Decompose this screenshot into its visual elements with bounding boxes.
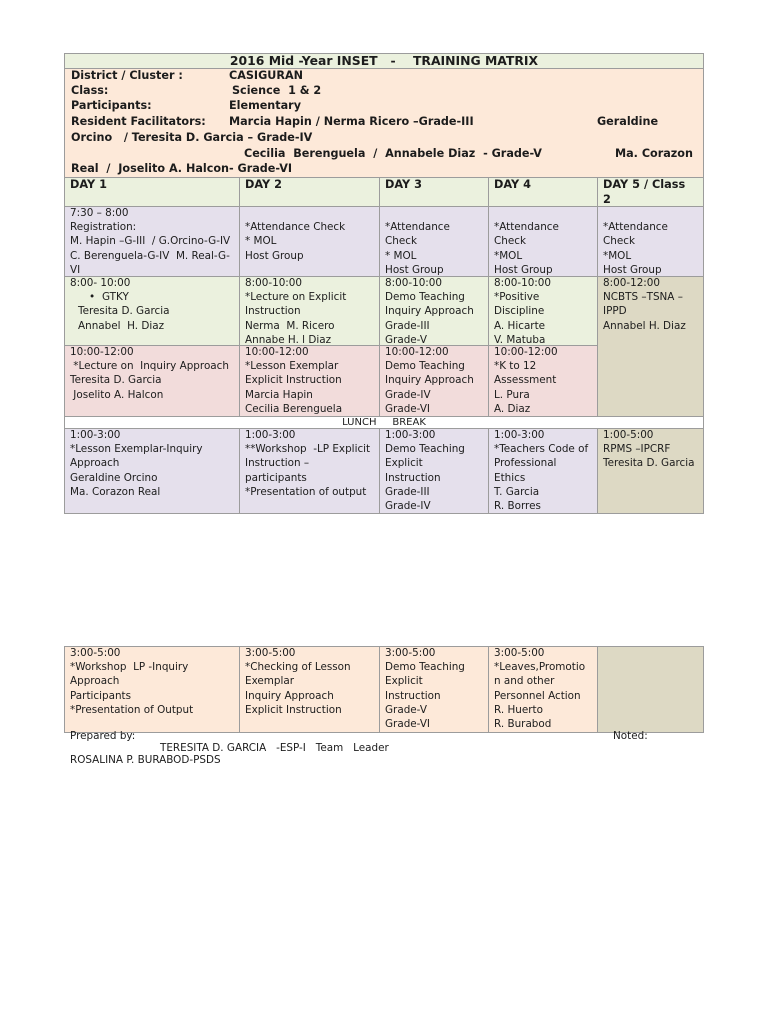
- participants-value: Elementary: [229, 99, 301, 112]
- session-line: R. Huerto: [494, 703, 543, 716]
- cell-day4-morning-1: [488, 276, 598, 346]
- session-line: Host Group: [603, 263, 662, 276]
- session-line: Grade-VI: [385, 402, 430, 415]
- cell-day1-morning-2: [64, 345, 240, 417]
- class-value: Science 1 & 2: [232, 84, 322, 97]
- cell-day1-afternoon-2: [64, 646, 240, 733]
- facilitators-line-end: Geraldine: [597, 115, 659, 128]
- prepared-by-label: Prepared by:: [70, 730, 136, 742]
- session-line: A. Diaz: [494, 402, 531, 415]
- session-line: A. Hicarte: [494, 319, 546, 332]
- session-line: 10:00-12:00: [245, 346, 309, 358]
- session-line: Marcia Hapin: [245, 388, 313, 401]
- session-line: Demo Teaching: [385, 661, 465, 674]
- session-line: Exemplar: [245, 675, 295, 688]
- session-line: Grade-V: [385, 333, 427, 346]
- cell-day5-afternoon: [597, 428, 704, 514]
- cell-day2-morning-1: [239, 276, 380, 346]
- session-line: Registration:: [70, 221, 137, 234]
- session-line: Assessment: [494, 374, 557, 387]
- session-line: C. Berenguela-G-IV M. Real-G-: [70, 249, 230, 262]
- session-line: RPMS –IPCRF: [603, 443, 671, 456]
- day-header-3: [379, 177, 489, 207]
- session-line: Nerma M. Ricero: [245, 319, 335, 332]
- cell-day3-registration: [379, 206, 489, 277]
- day-header-1: [64, 177, 240, 207]
- session-line: Inquiry Approach: [245, 689, 334, 702]
- cell-day3-afternoon-2: [379, 646, 489, 733]
- session-line: Instruction: [245, 305, 301, 318]
- session-line: Professional: [494, 457, 557, 470]
- session-line: 8:00- 10:00: [70, 277, 131, 289]
- session-line: Explicit Instruction: [245, 374, 342, 387]
- session-line: Instruction –: [245, 457, 310, 470]
- session-line: Teresita D. Garcia: [603, 457, 695, 470]
- participants-label: Participants:: [71, 99, 152, 112]
- session-line: *Presentation of Output: [70, 703, 194, 716]
- session-line: Instruction: [385, 689, 441, 702]
- session-line: Grade-III: [385, 485, 430, 498]
- session-line: Annabe H. l Diaz: [245, 333, 332, 346]
- session-line: Grade-III: [385, 319, 430, 332]
- session-line: Demo Teaching: [385, 291, 465, 304]
- session-line: *Positive: [494, 291, 540, 304]
- class-label: Class:: [71, 84, 109, 97]
- session-line: 8:00-12:00: [603, 277, 661, 289]
- cell-day3-afternoon-1: [379, 428, 489, 514]
- session-line: *Attendance: [385, 221, 450, 234]
- cell-day1-afternoon-1: [64, 428, 240, 514]
- day-header-label: DAY 2: [245, 178, 283, 191]
- session-line: R. Burabod: [494, 717, 552, 730]
- cell-day1-registration: [64, 206, 240, 277]
- matrix-title-row: [64, 53, 704, 69]
- session-line: Grade-V: [385, 703, 427, 716]
- session-line: 1:00-3:00: [245, 429, 296, 441]
- session-line: NCBTS –TSNA –: [603, 291, 683, 304]
- noted-label: Noted:: [613, 730, 648, 742]
- facilitators-line: Marcia Hapin / Nerma Ricero –Grade-III: [229, 115, 474, 128]
- session-line: IPPD: [603, 305, 627, 318]
- session-line: 1:00-3:00: [494, 429, 545, 441]
- session-line: *Lesson Exemplar: [245, 360, 339, 373]
- session-line: Instruction: [385, 471, 441, 484]
- session-line: R. Borres: [494, 499, 541, 512]
- day-header-2: [239, 177, 380, 207]
- day-header-label: DAY 4: [494, 178, 532, 191]
- district-label: District / Cluster :: [71, 69, 183, 82]
- session-line: Discipline: [494, 305, 545, 318]
- session-line: Geraldine Orcino: [70, 471, 158, 484]
- facilitators-line: Cecilia Berenguela / Annabele Diaz - Grade-V: [244, 147, 542, 160]
- session-line: *Checking of Lesson: [245, 661, 351, 674]
- session-line: *Teachers Code of: [494, 443, 589, 456]
- session-line: L. Pura: [494, 388, 530, 401]
- district-value: CASIGURAN: [229, 69, 303, 82]
- session-line: Annabel H. Diaz: [603, 319, 686, 332]
- session-line: *Attendance Check: [245, 221, 346, 234]
- session-line: 10:00-12:00: [494, 346, 558, 358]
- session-line: Joselito A. Halcon: [70, 388, 164, 401]
- session-line: *Attendance: [603, 221, 668, 234]
- facilitators-line-end: Ma. Corazon: [615, 147, 693, 160]
- session-line: 3:00-5:00: [245, 647, 296, 659]
- facilitators-label: Resident Facilitators:: [71, 115, 206, 128]
- session-line: *Workshop LP -Inquiry: [70, 661, 189, 674]
- prepared-by-name: TERESITA D. GARCIA -ESP-I Team Leader: [160, 742, 389, 754]
- noted-name: ROSALINA P. BURABOD-PSDS: [70, 754, 221, 766]
- session-line: *Leaves,Promotio: [494, 661, 586, 674]
- cell-day2-afternoon-2: [239, 646, 380, 733]
- session-line: Approach: [70, 457, 120, 470]
- session-line: Grade-VI: [385, 717, 430, 730]
- cell-day4-registration: [488, 206, 598, 277]
- info-block: [64, 68, 704, 178]
- session-line: VI: [70, 263, 81, 276]
- day-header-5: [597, 177, 704, 207]
- day-header-4: [488, 177, 598, 207]
- cell-day2-registration: [239, 206, 380, 277]
- session-line: 3:00-5:00: [70, 647, 121, 659]
- session-line: 8:00-10:00: [245, 277, 303, 289]
- day-header-label: DAY 5 / Class 2: [603, 178, 686, 206]
- session-line: 1:00-5:00: [603, 429, 654, 441]
- bullet-item: [70, 290, 239, 304]
- cell-day5-registration: [597, 206, 704, 277]
- session-line: Ma. Corazon Real: [70, 485, 161, 498]
- facilitators-line: Orcino / Teresita D. Garcia – Grade-IV: [71, 131, 313, 144]
- lunch-break-label: LUNCH BREAK: [342, 417, 426, 428]
- session-line: V. Matuba: [494, 333, 546, 346]
- session-line: Check: [385, 235, 417, 248]
- session-line: GTKY: [102, 291, 129, 304]
- cell-day3-morning-2: [379, 345, 489, 417]
- bullet-icon: [89, 290, 102, 304]
- session-line: Teresita D. Garcia: [78, 305, 170, 318]
- session-line: Inquiry Approach: [385, 305, 474, 318]
- cell-day2-afternoon-1: [239, 428, 380, 514]
- session-line: Explicit Instruction: [245, 703, 342, 716]
- cell-day4-afternoon-2: [488, 646, 598, 733]
- session-line: Personnel Action: [494, 689, 581, 702]
- session-line: Grade-IV: [385, 499, 431, 512]
- session-line: *Presentation of output: [245, 485, 367, 498]
- session-line: * MOL: [385, 249, 417, 262]
- session-line: participants: [245, 471, 307, 484]
- cell-day3-morning-1: [379, 276, 489, 346]
- cell-day1-morning-1: [64, 276, 240, 346]
- session-line: Annabel H. Diaz: [78, 319, 165, 332]
- session-line: *Lesson Exemplar-Inquiry: [70, 443, 203, 456]
- session-line: 10:00-12:00: [385, 346, 449, 358]
- session-line: *K to 12: [494, 360, 537, 373]
- cell-day4-morning-2: [488, 345, 598, 417]
- day-header-label: DAY 3: [385, 178, 423, 191]
- session-line: Approach: [70, 675, 120, 688]
- session-line: T. Garcia: [494, 485, 540, 498]
- facilitators-line: Real / Joselito A. Halcon- Grade-VI: [71, 162, 293, 175]
- session-line: Participants: [70, 689, 132, 702]
- session-line: 10:00-12:00: [70, 346, 134, 358]
- session-line: *Lecture on Explicit: [245, 291, 347, 304]
- session-line: Grade-IV: [385, 388, 431, 401]
- session-line: Explicit: [385, 675, 423, 688]
- day-header-label: DAY 1: [70, 178, 108, 191]
- session-line: 8:00-10:00: [385, 277, 443, 289]
- session-line: **Workshop -LP Explicit: [245, 443, 371, 456]
- session-line: 8:00-10:00: [494, 277, 552, 289]
- session-line: Check: [494, 235, 526, 248]
- session-line: 3:00-5:00: [385, 647, 436, 659]
- cell-day2-morning-2: [239, 345, 380, 417]
- session-line: Explicit: [385, 457, 423, 470]
- cell-day5-afternoon-2-empty: [597, 646, 704, 733]
- session-line: 1:00-3:00: [385, 429, 436, 441]
- session-line: Inquiry Approach: [385, 374, 474, 387]
- session-line: Host Group: [494, 263, 553, 276]
- session-line: * MOL: [245, 235, 277, 248]
- session-line: Host Group: [245, 249, 304, 262]
- session-line: Ethics: [494, 471, 526, 484]
- session-line: 7:30 – 8:00: [70, 207, 129, 219]
- session-line: 3:00-5:00: [494, 647, 545, 659]
- session-line: *Attendance: [494, 221, 559, 234]
- session-line: Cecilia Berenguela: [245, 402, 343, 415]
- session-line: M. Hapin –G-III / G.Orcino-G-IV: [70, 235, 231, 248]
- session-line: Check: [603, 235, 635, 248]
- session-line: *Lecture on Inquiry Approach: [70, 360, 229, 373]
- cell-day5-morning: [597, 276, 704, 417]
- session-line: *MOL: [603, 249, 632, 262]
- session-line: n and other: [494, 675, 555, 688]
- session-line: Teresita D. Garcia: [70, 374, 162, 387]
- session-line: Host Group: [385, 263, 444, 276]
- session-line: Demo Teaching: [385, 360, 465, 373]
- cell-day4-afternoon-1: [488, 428, 598, 514]
- session-line: Demo Teaching: [385, 443, 465, 456]
- session-line: 1:00-3:00: [70, 429, 121, 441]
- matrix-title: 2016 Mid -Year INSET - TRAINING MATRIX: [229, 53, 539, 68]
- session-line: *MOL: [494, 249, 523, 262]
